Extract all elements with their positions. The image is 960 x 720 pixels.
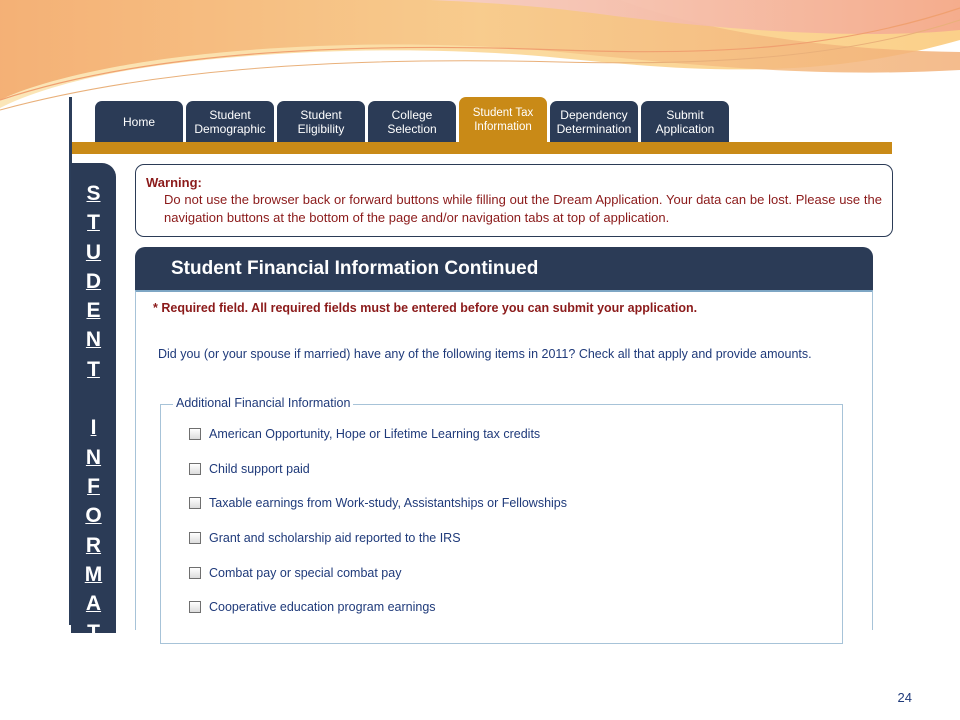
tab-student-demographic[interactable]: Student Demographic xyxy=(186,101,274,142)
sidebar-letter: R xyxy=(85,533,102,557)
option-grant-scholarship-aid[interactable] xyxy=(189,529,461,547)
checkbox[interactable] xyxy=(189,567,201,579)
warning-message: Do not use the browser back or forward buttons while filling out the Dream Application. Your data can be lost. Please use the navigation buttons at the bottom of the page and/or navigation tabs at top of application. xyxy=(164,192,882,225)
sidebar-letter: F xyxy=(87,474,100,498)
warning-box xyxy=(135,164,893,237)
required-field-note: * Required field. All required fields must be entered before you can submit your application. xyxy=(153,301,698,315)
navigation-tabs xyxy=(95,101,729,143)
checkbox[interactable] xyxy=(189,428,201,440)
slide-page-number: 24 xyxy=(897,690,912,705)
sidebar-letter: T xyxy=(87,211,100,235)
tab-home[interactable]: Home xyxy=(95,101,183,142)
sidebar-letter: U xyxy=(85,240,102,264)
tab-dependency-determination[interactable]: Dependency Determination xyxy=(550,101,638,142)
sidebar-letter: N xyxy=(85,445,102,469)
tab-student-tax-information[interactable]: Student Tax Information xyxy=(459,97,547,142)
sidebar-letter: I xyxy=(90,416,97,440)
sidebar-letter: T xyxy=(87,621,100,645)
option-child-support-paid[interactable] xyxy=(189,460,310,478)
tab-submit-application[interactable]: Submit Application xyxy=(641,101,729,142)
sidebar-vertical-label xyxy=(71,179,116,648)
option-label: American Opportunity, Hope or Lifetime Learning tax credits xyxy=(209,427,541,441)
sidebar-letter: M xyxy=(84,562,103,586)
panel-header xyxy=(135,247,873,290)
option-label: Cooperative education program earnings xyxy=(209,600,436,614)
option-label: Child support paid xyxy=(209,462,310,476)
additional-financial-fieldset xyxy=(160,396,843,644)
fieldset-legend: Additional Financial Information xyxy=(173,396,353,410)
sidebar-letter: T xyxy=(87,357,100,381)
option-cooperative-education[interactable] xyxy=(189,598,436,616)
sidebar-letter: D xyxy=(85,269,102,293)
page-title: Student Financial Information Continued xyxy=(171,258,539,279)
sidebar-letter: E xyxy=(86,299,101,323)
checkbox[interactable] xyxy=(189,463,201,475)
option-label: Grant and scholarship aid reported to the IRS xyxy=(209,531,461,545)
sidebar-letter: O xyxy=(85,504,102,528)
section-sidebar xyxy=(71,163,116,645)
option-combat-pay[interactable] xyxy=(189,564,401,582)
checkbox[interactable] xyxy=(189,497,201,509)
option-work-study-earnings[interactable] xyxy=(189,494,567,512)
option-label: Combat pay or special combat pay xyxy=(209,566,402,580)
panel-body xyxy=(135,290,873,630)
warning-title: Warning: xyxy=(146,175,202,190)
sidebar-letter: N xyxy=(85,328,102,352)
question-text: Did you (or your spouse if married) have any of the following items in 2011? Check all that apply and provide amounts. xyxy=(158,347,812,361)
sidebar-letter: A xyxy=(85,592,102,616)
tab-bar-underline xyxy=(72,142,892,154)
application-screenshot xyxy=(69,97,892,645)
tab-student-eligibility[interactable]: Student Eligibility xyxy=(277,101,365,142)
option-education-tax-credits[interactable] xyxy=(189,425,540,443)
option-label: Taxable earnings from Work-study, Assistantships or Fellowships xyxy=(209,496,568,510)
checkbox[interactable] xyxy=(189,532,201,544)
sidebar-letter: S xyxy=(86,182,101,205)
tab-college-selection[interactable]: College Selection xyxy=(368,101,456,142)
checkbox[interactable] xyxy=(189,601,201,613)
